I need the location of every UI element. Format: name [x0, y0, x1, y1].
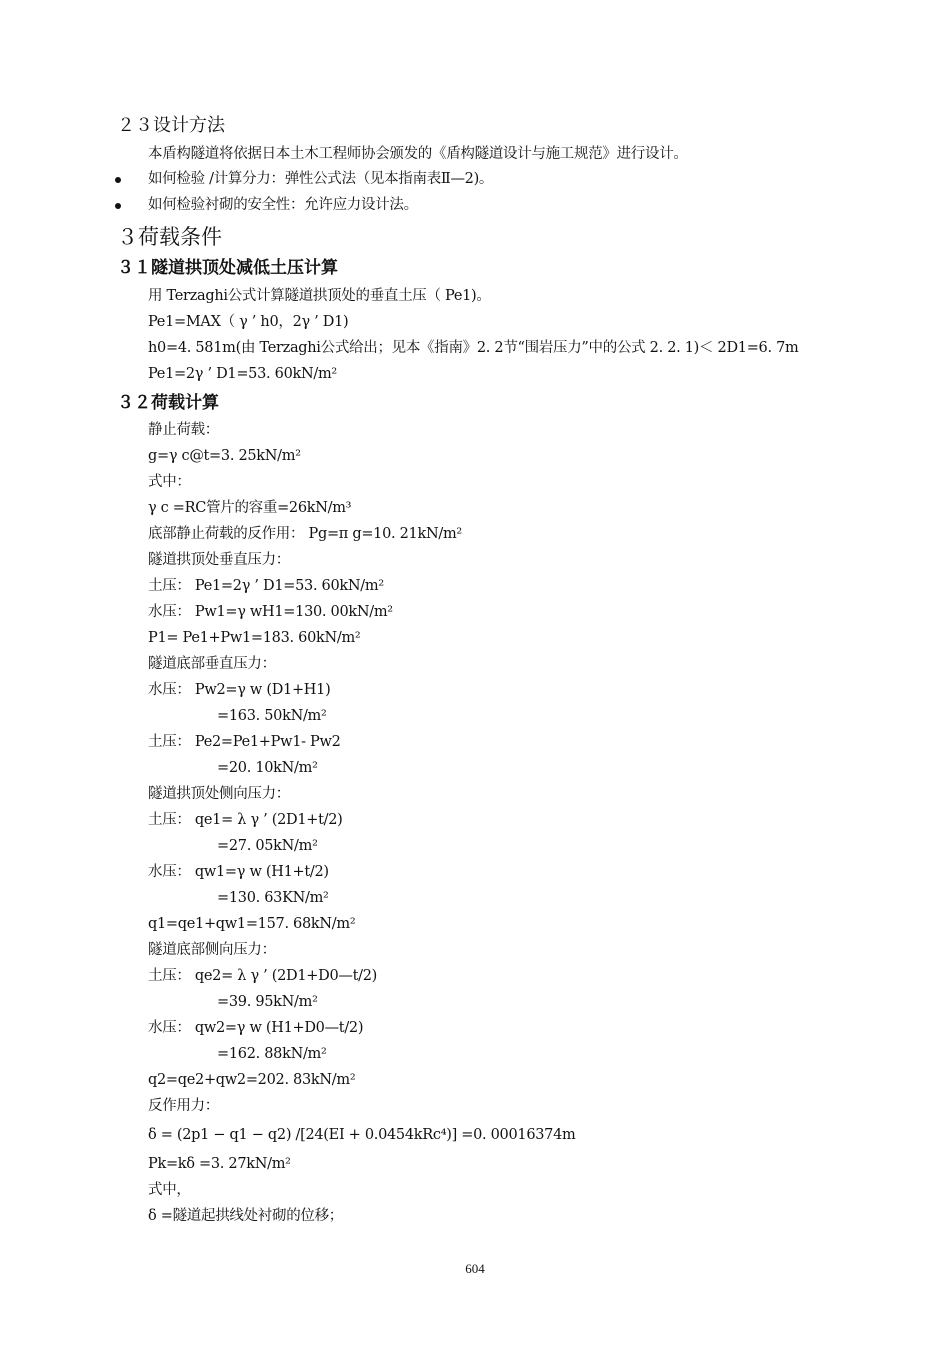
load-line: 式中， — [148, 1182, 191, 1198]
formula-line: Pe1=2γ ’ D1=53. 60kN/m² — [148, 366, 337, 382]
load-line: q1=qe1+qw1=157. 68kN/m² — [148, 916, 356, 932]
load-line: 底部静止荷载的反作用： Pg=π g=10. 21kN/m² — [148, 526, 462, 542]
section-heading-2-3: ２３设计方法 — [117, 115, 225, 136]
load-line: g=γ c@t=3. 25kN/m² — [148, 448, 301, 464]
page-number: 604 — [465, 1261, 485, 1276]
reaction-formula: δ = (2p1 − q1 − q2) /[24(EI + 0.0454kRc⁴)] =0. 00016374m — [148, 1127, 576, 1143]
load-line: 式中： — [148, 474, 191, 490]
load-line: γ c =RC管片的容重=26kN/m³ — [148, 500, 352, 516]
design-bullet-1: 如何检验 /计算分力：弹性公式法（见本指南表Ⅱ—2)。 — [148, 171, 494, 187]
section-heading-3-2: ３２荷载计算 — [117, 393, 219, 413]
load-line: P1= Pe1+Pw1=183. 60kN/m² — [148, 630, 361, 646]
terzaghi-intro-text: 用 Terzaghi公式计算隧道拱顶处的垂直土压（ Pe1)。 — [148, 288, 491, 304]
section-heading-3-1: ３１隧道拱顶处减低土压计算 — [117, 258, 338, 278]
load-line: 土压： Pe1=2γ ’ D1=53. 60kN/m² — [148, 578, 384, 594]
load-line: 水压： qw1=γ w (H1+t/2) — [148, 864, 329, 880]
load-line: 静止荷载： — [148, 422, 219, 438]
load-line: 隧道拱顶处侧向压力： — [148, 786, 290, 802]
formula-line: Pe1=MAX（ γ ’ h0，2γ ’ D1) — [148, 314, 349, 330]
load-line: 土压： qe2= λ γ ’ (2D1+D0—t/2) — [148, 968, 377, 984]
design-bullet-2: 如何检验衬砌的安全性：允许应力设计法。 — [148, 197, 418, 213]
design-intro-text: 本盾构隧道将依据日本土木工程师协会颁发的《盾构隧道设计与施工规范》进行设计。 — [148, 146, 688, 162]
load-line: 水压： qw2=γ w (H1+D0—t/2) — [148, 1020, 364, 1036]
bullet-dot-icon — [115, 177, 121, 183]
load-line: 土压： qe1= λ γ ’ (2D1+t/2) — [148, 812, 343, 828]
load-line: 隧道底部侧向压力： — [148, 942, 276, 958]
load-line: =130. 63KN/m² — [217, 890, 329, 906]
load-line: δ =隧道起拱线处衬砌的位移； — [148, 1208, 343, 1224]
load-line: =20. 10kN/m² — [217, 760, 318, 776]
load-line: =39. 95kN/m² — [217, 994, 318, 1010]
load-line: =27. 05kN/m² — [217, 838, 318, 854]
section-heading-3: ３荷载条件 — [117, 225, 222, 249]
load-line: Pk=kδ =3. 27kN/m² — [148, 1156, 291, 1172]
load-line: 水压： Pw2=γ w (D1+H1) — [148, 682, 331, 698]
load-line: q2=qe2+qw2=202. 83kN/m² — [148, 1072, 356, 1088]
load-line: 隧道拱顶处垂直压力： — [148, 552, 290, 568]
load-line: 土压： Pe2=Pe1+Pw1- Pw2 — [148, 734, 341, 750]
load-line: =163. 50kN/m² — [217, 708, 327, 724]
load-line: 隧道底部垂直压力： — [148, 656, 276, 672]
load-line: =162. 88kN/m² — [217, 1046, 327, 1062]
bullet-dot-icon — [115, 203, 121, 209]
load-line: 反作用力： — [148, 1098, 219, 1114]
load-line: 水压： Pw1=γ wH1=130. 00kN/m² — [148, 604, 393, 620]
formula-line: h0=4. 581m(由 Terzaghi公式给出；见本《指南》2. 2节“围岩压力”中的公式 2. 2. 1)＜ 2D1=6. 7m — [148, 340, 799, 356]
